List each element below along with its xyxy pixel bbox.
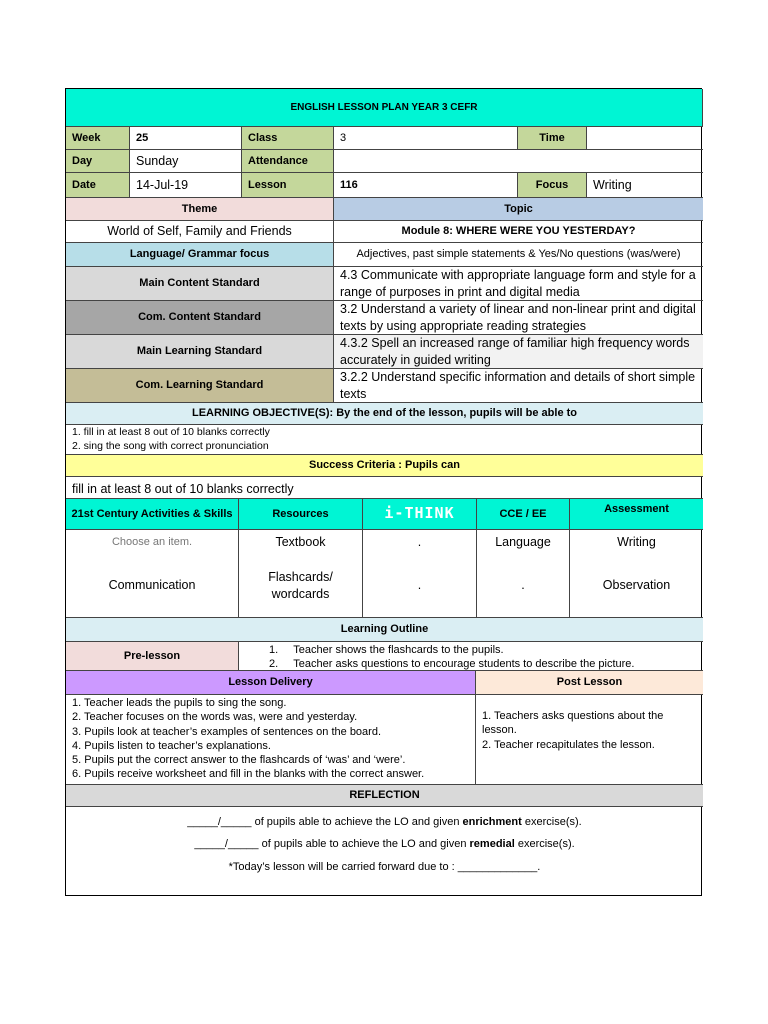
day-label: Day bbox=[66, 150, 130, 173]
ithink-value-2[interactable]: . bbox=[363, 554, 477, 618]
reflection-enrichment-line: _____/_____ of pupils able to achieve the LO and given enrichment exercise(s). bbox=[187, 816, 582, 828]
com-learning-standard-value[interactable]: 3.2.2 Understand specific information and details of short simple texts bbox=[334, 369, 703, 403]
week-label: Week bbox=[66, 127, 130, 150]
topic-label: Topic bbox=[334, 198, 703, 221]
prelesson-label: Pre-lesson bbox=[66, 642, 239, 671]
cce-value-2[interactable]: . bbox=[477, 554, 570, 618]
main-content-standard-label: Main Content Standard bbox=[66, 267, 334, 301]
focus-value[interactable]: Writing bbox=[587, 173, 703, 198]
cce-header: CCE / EE bbox=[477, 499, 570, 530]
date-label: Date bbox=[66, 173, 130, 198]
assessment-header: Assessment bbox=[570, 499, 703, 530]
com-content-standard-value[interactable]: 3.2 Understand a variety of linear and non-linear print and digital texts by using appropriate reading strategies bbox=[334, 301, 703, 335]
resources-value-1[interactable]: Textbook bbox=[239, 530, 363, 554]
post-lesson-list[interactable] bbox=[476, 695, 703, 785]
class-value[interactable]: 3 bbox=[334, 127, 518, 150]
week-value[interactable]: 25 bbox=[130, 127, 242, 150]
objective-item: 1. fill in at least 8 out of 10 blanks correctly bbox=[72, 426, 270, 438]
date-value[interactable]: 14-Jul-19 bbox=[130, 173, 242, 198]
com-content-standard-label: Com. Content Standard bbox=[66, 301, 334, 335]
post-item: 2. Teacher recapitulates the lesson. bbox=[482, 738, 655, 751]
lesson-label: Lesson bbox=[242, 173, 334, 198]
century-skills-header: 21st Century Activities & Skills bbox=[66, 499, 239, 530]
lesson-plan-title: ENGLISH LESSON PLAN YEAR 3 CEFR bbox=[66, 89, 703, 127]
resources-header: Resources bbox=[239, 499, 363, 530]
main-content-standard-value[interactable]: 4.3 Communicate with appropriate language form and style for a range of purposes in print and digital media bbox=[334, 267, 703, 301]
grammar-value[interactable]: Adjectives, past simple statements & Yes/No questions (was/were) bbox=[334, 243, 703, 267]
ithink-value-1[interactable]: . bbox=[363, 530, 477, 554]
day-value[interactable]: Sunday bbox=[130, 150, 242, 173]
ithink-logo: i-THINK bbox=[384, 504, 455, 523]
delivery-item: 1. Teacher leads the pupils to sing the song. bbox=[72, 697, 287, 709]
theme-label: Theme bbox=[66, 198, 334, 221]
resources-value-2[interactable]: Flashcards/ wordcards bbox=[239, 554, 363, 618]
prelesson-item: 2. Teacher asks questions to encourage students to describe the picture. bbox=[269, 658, 635, 671]
century-skills-value-2[interactable]: Communication bbox=[66, 554, 239, 618]
com-learning-standard-label: Com. Learning Standard bbox=[66, 369, 334, 403]
delivery-item: 6. Pupils receive worksheet and fill in the blanks with the correct answer. bbox=[72, 768, 425, 781]
success-criteria-header: Success Criteria : Pupils can bbox=[66, 455, 703, 477]
prelesson-item: 1. Teacher shows the flashcards to the pupils. bbox=[269, 644, 504, 656]
learning-objectives-list[interactable] bbox=[66, 425, 703, 455]
ithink-header bbox=[363, 499, 477, 530]
topic-value[interactable]: Module 8: WHERE WERE YOU YESTERDAY? bbox=[334, 221, 703, 243]
post-item: 1. Teachers asks questions about the lesson. bbox=[482, 710, 664, 737]
reflection-remedial-line: _____/_____ of pupils able to achieve the LO and given remedial exercise(s). bbox=[194, 838, 575, 851]
lesson-delivery-list[interactable] bbox=[66, 695, 476, 785]
theme-value[interactable]: World of Self, Family and Friends bbox=[66, 221, 334, 243]
reflection-header: REFLECTION bbox=[66, 785, 703, 807]
time-label: Time bbox=[518, 127, 587, 150]
reflection-carried-forward-line: *Today’s lesson will be carried forward due to : _____________. bbox=[228, 860, 541, 873]
delivery-item: 2. Teacher focuses on the words was, were and yesterday. bbox=[72, 711, 358, 724]
focus-label: Focus bbox=[518, 173, 587, 198]
assessment-value-2[interactable]: Observation bbox=[570, 554, 703, 618]
assessment-value-1[interactable]: Writing bbox=[617, 534, 656, 549]
attendance-label: Attendance bbox=[242, 150, 334, 173]
main-learning-standard-value[interactable]: 4.3.2 Spell an increased range of familiar high frequency words accurately in guided writing bbox=[334, 335, 703, 369]
learning-objectives-header: LEARNING OBJECTIVE(S): By the end of the lesson, pupils will be able to bbox=[66, 403, 703, 425]
learning-outline-header: Learning Outline bbox=[66, 618, 703, 642]
grammar-label: Language/ Grammar focus bbox=[66, 243, 334, 267]
lesson-value[interactable]: 116 bbox=[334, 173, 518, 198]
attendance-value[interactable] bbox=[334, 150, 703, 173]
reflection-body[interactable] bbox=[66, 807, 703, 895]
delivery-item: 4. Pupils listen to teacher’s explanations. bbox=[72, 739, 271, 752]
century-skills-dropdown[interactable]: Choose an item. bbox=[66, 530, 239, 554]
cce-value-1[interactable]: Language bbox=[477, 530, 570, 554]
success-criteria-value[interactable]: fill in at least 8 out of 10 blanks correctly bbox=[66, 477, 703, 499]
class-label: Class bbox=[242, 127, 334, 150]
post-lesson-header: Post Lesson bbox=[476, 671, 703, 695]
time-value[interactable] bbox=[587, 127, 703, 150]
main-learning-standard-label: Main Learning Standard bbox=[66, 335, 334, 369]
delivery-item: 3. Pupils look at teacher’s examples of sentences on the board. bbox=[72, 725, 382, 738]
objective-item: 2. sing the song with correct pronunciation bbox=[72, 439, 269, 452]
lesson-plan-sheet bbox=[65, 88, 702, 896]
lesson-delivery-header: Lesson Delivery bbox=[66, 671, 476, 695]
prelesson-list[interactable] bbox=[239, 642, 703, 671]
delivery-item: 5. Pupils put the correct answer to the flashcards of ‘was’ and ‘were’. bbox=[72, 754, 406, 767]
